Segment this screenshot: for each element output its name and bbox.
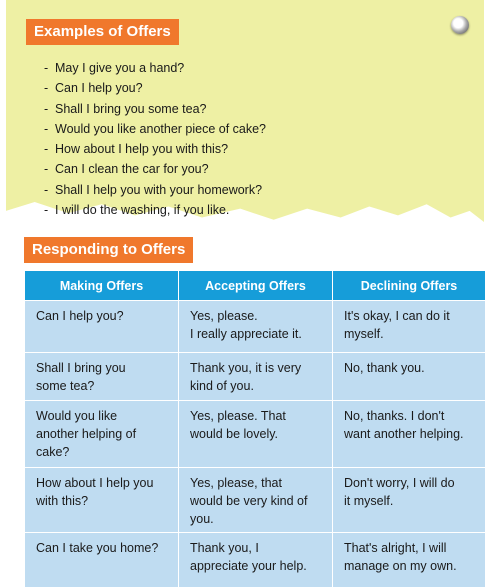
cell-text-line: How about I help you <box>36 476 154 490</box>
accepting-offer-cell <box>179 401 333 468</box>
cell-text-line: another helping of <box>36 427 137 441</box>
cell-text-line: No, thanks. I don't <box>344 409 445 423</box>
cell-text-line: with this? <box>36 494 89 508</box>
declining-offer-cell <box>333 301 486 353</box>
cell-text-line: It's okay, I can do it <box>344 309 450 323</box>
cell-text-line: some tea? <box>36 379 95 393</box>
cell-text-line: appreciate your help. <box>190 559 307 573</box>
cell-text-line: Can I help you? <box>36 309 124 323</box>
cell-text-line: No, thank you. <box>344 361 425 375</box>
accepting-offer-cell <box>179 468 333 533</box>
table-row <box>25 401 486 468</box>
list-item: - I will do the washing, if you like. <box>44 203 230 218</box>
making-offer-cell <box>25 401 179 468</box>
cell-text-line: kind of you. <box>190 379 254 393</box>
accepting-offer-cell <box>179 353 333 401</box>
accepting-offer-cell <box>179 301 333 353</box>
cell-text-line: Yes, please. <box>190 309 258 323</box>
cell-text-line: myself. <box>344 327 384 341</box>
making-offer-cell <box>25 533 179 588</box>
list-item: - Shall I help you with your homework? <box>44 182 263 197</box>
table-row <box>25 353 486 401</box>
cell-text-line: Don't worry, I will do <box>344 476 455 490</box>
examples-list <box>44 58 266 220</box>
list-item: - How about I help you with this? <box>44 142 229 157</box>
table-row <box>25 533 486 588</box>
responding-title: Responding to Offers <box>24 237 193 263</box>
list-item: - Shall I bring you some tea? <box>44 101 207 116</box>
cell-text-line: Yes, please. That <box>190 409 286 423</box>
cell-text-line: cake? <box>36 445 70 459</box>
making-offer-cell <box>25 301 179 353</box>
list-item: - Can I help you? <box>44 81 143 96</box>
cell-text-line: would be lovely. <box>190 427 279 441</box>
cell-text-line: I really appreciate it. <box>190 327 302 341</box>
cell-text-line: Yes, please, that <box>190 476 282 490</box>
declining-offer-cell <box>333 468 486 533</box>
declining-offer-cell <box>333 401 486 468</box>
declining-offer-cell <box>333 353 486 401</box>
accepting-offer-cell <box>179 533 333 588</box>
cell-text-line: Can I take you home? <box>36 541 159 555</box>
cell-text-line: you. <box>190 512 214 526</box>
cell-text-line: Thank you, it is very <box>190 361 302 375</box>
cell-text-line: would be very kind of <box>190 494 308 508</box>
cell-text-line: manage on my own. <box>344 559 457 573</box>
list-item: - Would you like another piece of cake? <box>44 121 267 136</box>
list-item: - Can I clean the car for you? <box>44 162 209 177</box>
examples-title: Examples of Offers <box>26 19 179 45</box>
cell-text-line: it myself. <box>344 494 394 508</box>
column-header-making: Making Offers <box>25 271 179 301</box>
table-row <box>25 468 486 533</box>
list-item: - May I give you a hand? <box>44 61 185 75</box>
responding-table <box>24 271 486 588</box>
declining-offer-cell <box>333 533 486 588</box>
cell-text-line: Would you like <box>36 409 118 423</box>
cell-text-line: Thank you, I <box>190 541 259 555</box>
making-offer-cell <box>25 353 179 401</box>
table-header-row <box>25 271 486 301</box>
column-header-declining: Declining Offers <box>333 271 486 301</box>
pushpin-icon <box>451 16 469 34</box>
cell-text-line: Shall I bring you <box>36 361 126 375</box>
column-header-accepting: Accepting Offers <box>179 271 333 301</box>
table-row <box>25 301 486 353</box>
cell-text-line: want another helping. <box>344 427 464 441</box>
making-offer-cell <box>25 468 179 533</box>
cell-text-line: That's alright, I will <box>344 541 447 555</box>
